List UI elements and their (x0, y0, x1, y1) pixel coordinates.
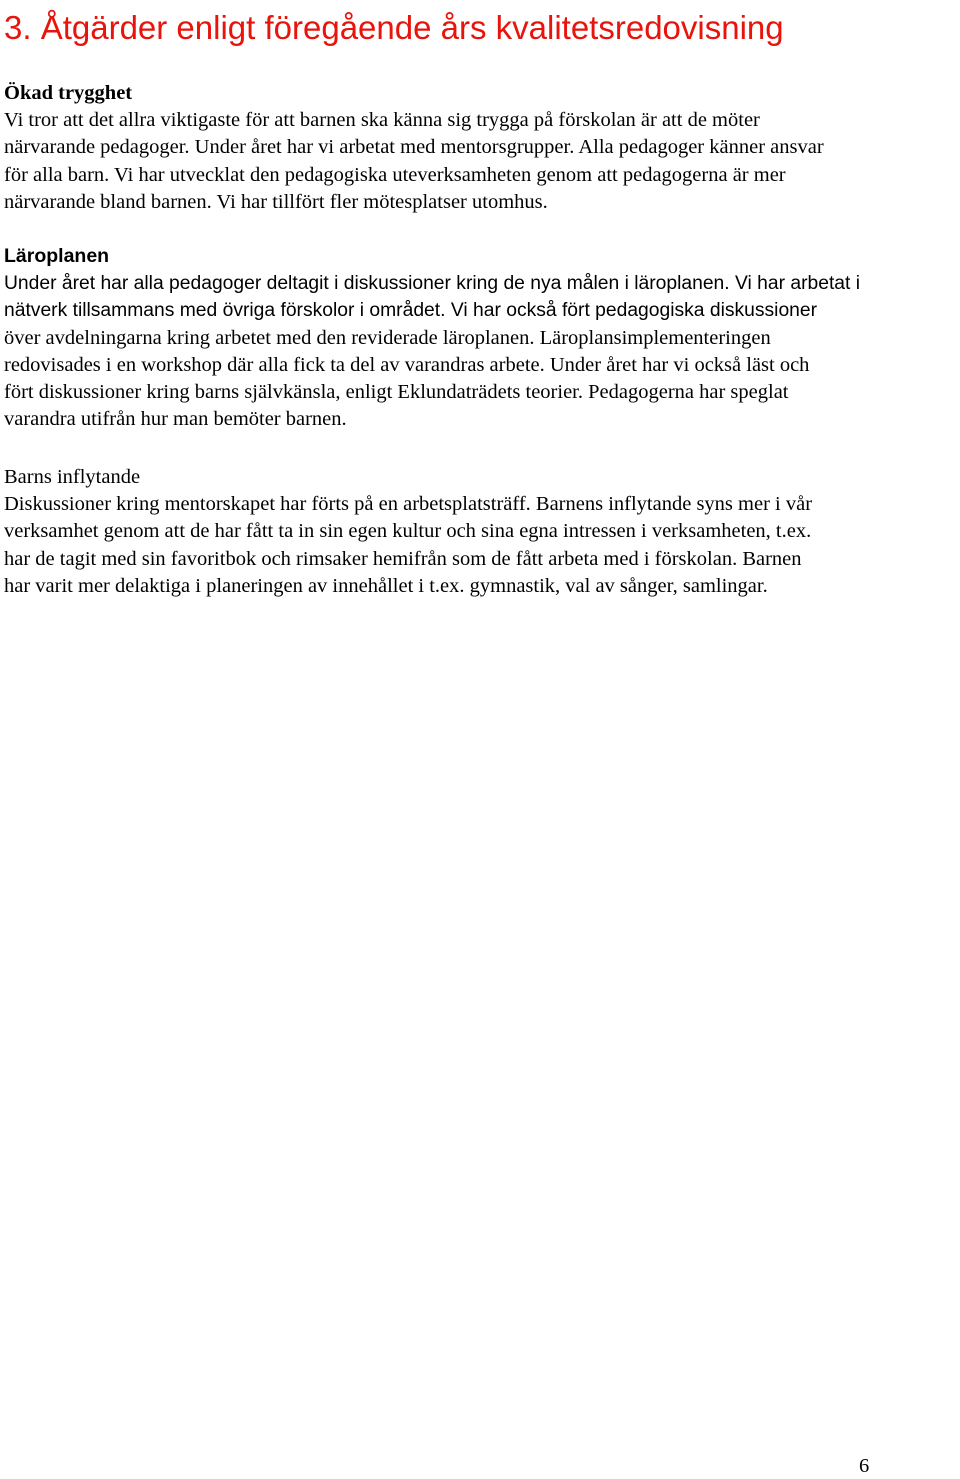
paragraph-line: har de tagit med sin favoritbok och rimsaker hemifrån som de fått arbeta med i förskolan. Barnen (4, 547, 802, 570)
section-barns-inflytande (4, 464, 960, 600)
paragraph-line: fört diskussioner kring barns självkänsla, enligt Eklundaträdets teorier. Pedagogerna har speglat (4, 381, 789, 404)
page-number: 6 (859, 1455, 870, 1477)
paragraph-line: över avdelningarna kring arbetet med den reviderade läroplanen. Läroplansimplementeringen (4, 326, 771, 349)
paragraph-line: verksamhet genom att de har fått ta in sin egen kultur och sina egna intressen i verksamheten, t.ex. (4, 520, 812, 543)
page-title: 3. Åtgärder enligt föregående års kvalitetsredovisning (4, 9, 784, 46)
section-heading: Barns inflytande (4, 466, 141, 488)
paragraph-line: närvarande pedagoger. Under året har vi arbetat med mentorsgrupper. Alla pedagoger känner ansvar (4, 136, 824, 159)
paragraph-line: närvarande bland barnen. Vi har tillfört fler mötesplatser utomhus. (4, 190, 548, 213)
section-okad-trygghet (4, 80, 960, 216)
section-laroplanen (4, 243, 960, 434)
paragraph-line: Diskussioner kring mentorskapet har förts på en arbetsplatsträff. Barnens inflytande syns mer i vår (4, 493, 813, 515)
paragraph-line: Under året har alla pedagoger deltagit i diskussioner kring de nya målen i läroplanen. Vi har arbetat i (4, 273, 861, 294)
paragraph-line: varandra utifrån hur man bemöter barnen. (4, 408, 347, 431)
paragraph-line: redovisades i en workshop där alla fick ta del av varandras arbete. Under året har vi också läst och (4, 353, 810, 376)
paragraph-line: nätverk tillsammans med övriga förskolor i området. Vi har också fört pedagogiska diskussioner (4, 300, 818, 322)
section-heading: Läroplanen (4, 245, 110, 267)
paragraph-line: har varit mer delaktiga i planeringen av innehållet i t.ex. gymnastik, val av sånger, samlingar. (4, 574, 768, 597)
section-heading: Ökad trygghet (4, 82, 133, 104)
paragraph-line: för alla barn. Vi har utvecklat den pedagogiska uteverksamheten genom att pedagogerna är mer (4, 163, 786, 186)
paragraph-line: Vi tror att det allra viktigaste för att barnen ska känna sig trygga på förskolan är att de möter (4, 109, 760, 131)
